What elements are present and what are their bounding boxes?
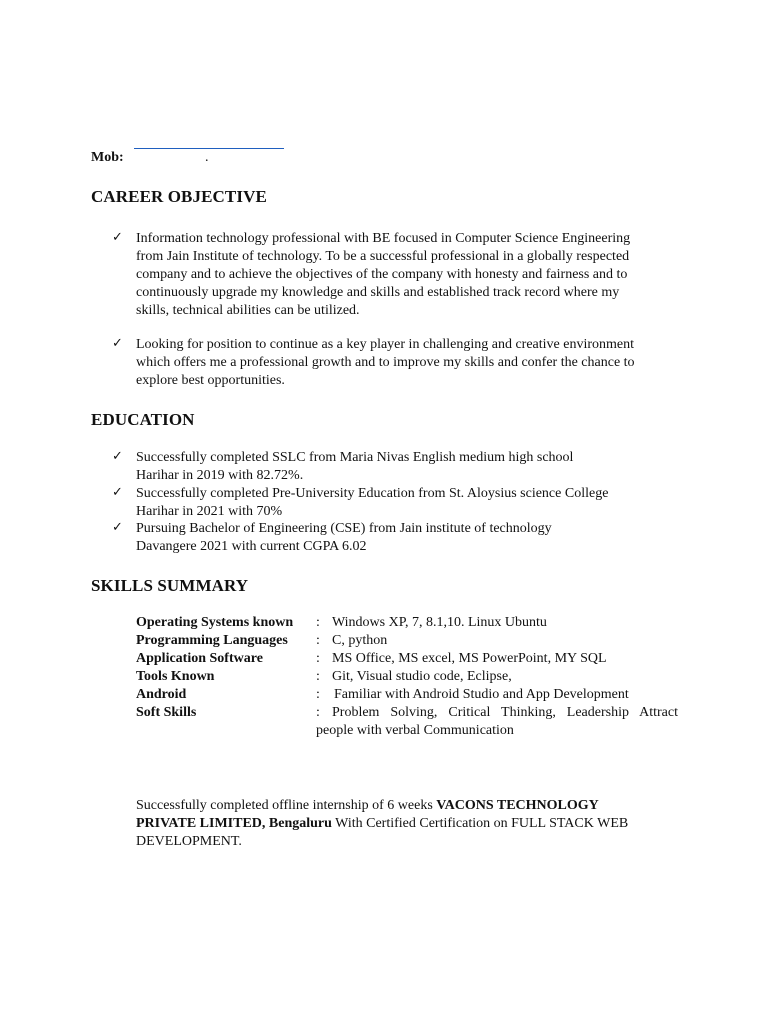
bullet-line: Successfully completed Pre-University Education from St. Aloysius science College xyxy=(136,486,609,501)
check-icon: ✓ xyxy=(112,336,123,351)
skill-colon: : xyxy=(316,633,320,648)
skill-colon: : xyxy=(316,669,320,684)
bullet-line: Successfully completed SSLC from Maria Nivas English medium high school xyxy=(136,450,574,465)
skill-value: Familiar with Android Studio and App Development xyxy=(334,687,629,702)
education-heading: EDUCATION xyxy=(91,410,195,429)
skill-row xyxy=(136,632,696,650)
bullet-line: Davangere 2021 with current CGPA 6.02 xyxy=(136,539,367,554)
mob-value: . xyxy=(205,150,209,165)
bullet-line: from Jain Institute of technology. To be a successful professional in a globally respected xyxy=(136,249,630,264)
career-objective-heading: CAREER OBJECTIVE xyxy=(91,187,267,206)
skill-row xyxy=(136,614,696,632)
bullet-line: Information technology professional with BE focused in Computer Science Engineering xyxy=(136,231,631,246)
skill-colon: : xyxy=(316,615,320,630)
skills-summary-heading: SKILLS SUMMARY xyxy=(91,576,249,595)
check-icon: ✓ xyxy=(112,230,123,245)
check-icon: ✓ xyxy=(112,449,123,464)
internship-paragraph xyxy=(136,797,628,851)
skill-row xyxy=(136,704,696,722)
internship-development: DEVELOPMENT. xyxy=(136,834,242,849)
skill-key: Android xyxy=(136,687,187,702)
bullet-line: which offers me a professional growth and to improve my skills and confer the chance to xyxy=(136,355,635,370)
internship-company: VACONS TECHNOLOGY xyxy=(436,798,599,813)
bullet-line: Looking for position to continue as a key player in challenging and creative environment xyxy=(136,337,635,352)
skill-colon: : xyxy=(316,651,320,666)
skill-row xyxy=(136,686,696,704)
education-bullet-3 xyxy=(112,520,682,556)
education-bullet-2 xyxy=(112,485,682,521)
bullet-line: skills, technical abilities can be utilized. xyxy=(136,303,360,318)
check-icon: ✓ xyxy=(112,520,123,535)
soft-skills-continuation: people with verbal Communication xyxy=(316,723,514,738)
skill-value: C, python xyxy=(332,633,388,648)
check-icon: ✓ xyxy=(112,485,123,500)
bullet-line: continuously upgrade my knowledge and skills and established track record where my xyxy=(136,285,620,300)
skill-value: MS Office, MS excel, MS PowerPoint, MY SQL xyxy=(332,651,607,666)
bullet-line: Pursuing Bachelor of Engineering (CSE) from Jain institute of technology xyxy=(136,521,552,536)
internship-company-location: PRIVATE LIMITED, Bengaluru xyxy=(136,816,332,831)
internship-certification: With Certified Certification on FULL STACK WEB xyxy=(331,816,629,831)
skill-key: Soft Skills xyxy=(136,705,197,720)
skill-row xyxy=(136,650,696,668)
skill-row xyxy=(136,668,696,686)
skill-key: Application Software xyxy=(136,651,263,666)
bullet-line: explore best opportunities. xyxy=(136,373,285,388)
skill-value: Problem Solving, Critical Thinking, Leadership Attract xyxy=(332,705,678,720)
skill-colon: : xyxy=(316,687,320,702)
bullet-line: Harihar in 2021 with 70% xyxy=(136,504,283,519)
mob-label: Mob: xyxy=(91,150,124,165)
skill-key: Tools Known xyxy=(136,669,215,684)
career-objective-bullet-2 xyxy=(112,336,682,390)
skill-value: Git, Visual studio code, Eclipse, xyxy=(332,669,512,684)
bullet-line: company and to achieve the objectives of the company with honesty and fairness and to xyxy=(136,267,628,282)
bullet-line: Harihar in 2019 with 82.72%. xyxy=(136,468,304,483)
skill-colon: : xyxy=(316,705,320,720)
internship-text: Successfully completed offline internship of 6 weeks xyxy=(136,798,437,813)
education-bullet-1 xyxy=(112,449,682,485)
email-link-underline[interactable] xyxy=(134,148,284,149)
career-objective-bullet-1 xyxy=(112,230,682,320)
skill-value: Windows XP, 7, 8.1,10. Linux Ubuntu xyxy=(332,615,547,630)
skill-key: Programming Languages xyxy=(136,633,288,648)
skill-key: Operating Systems known xyxy=(136,615,294,630)
